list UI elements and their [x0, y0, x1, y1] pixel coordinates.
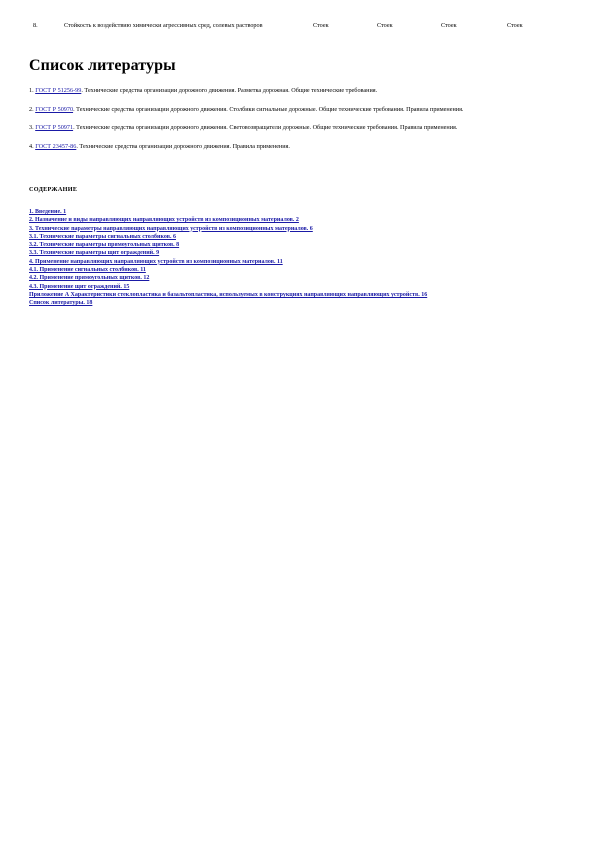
- contents-link[interactable]: 3.3. Технические параметры щит ограждений. 9: [29, 250, 160, 257]
- reference-item: [29, 123, 539, 133]
- contents-item: [29, 291, 569, 299]
- row-value-4: Стоек: [507, 22, 523, 29]
- row-value-2: Стоек: [377, 22, 393, 29]
- contents-link[interactable]: 3.2. Технические параметры прямоугольных щитков. 8: [29, 242, 180, 249]
- contents-item: [29, 208, 569, 216]
- reference-text: . Технические средства организации дорожного движения. Разметка дорожная. Общие технические требования.: [81, 87, 378, 94]
- reference-number: 3.: [29, 124, 34, 131]
- contents-item: [29, 266, 569, 274]
- reference-number: 4.: [29, 142, 34, 150]
- reference-item: [29, 142, 539, 152]
- row-value-1: Стоек: [313, 22, 329, 29]
- reference-link[interactable]: ГОСТ 23457-86: [35, 142, 77, 150]
- reference-text: . Технические средства организации дорожного движения. Правила применения.: [76, 142, 290, 150]
- contents-link[interactable]: 2. Назначение и виды направляющих направляющих устройств из композиционных материалов. 2: [29, 217, 299, 224]
- contents-link[interactable]: 3.1. Технические параметры сигнальных столбиков. 6: [29, 233, 176, 240]
- contents-item: [29, 299, 569, 307]
- contents-item: [29, 216, 569, 224]
- reference-link[interactable]: ГОСТ Р 51256-99: [35, 87, 82, 94]
- reference-text: . Технические средства организации дорожного движения. Световозвращатели дорожные. Общие технические требования. Правила применения.: [73, 124, 458, 131]
- contents-item: [29, 241, 569, 249]
- contents-link[interactable]: Список литературы. 18: [29, 300, 93, 307]
- contents-heading: СОДЕРЖАНИЕ: [29, 186, 78, 193]
- contents-item: [29, 258, 569, 266]
- references-list: [29, 86, 539, 160]
- contents-item: [29, 274, 569, 282]
- row-description: Стойкость к воздействию химически агрессивных сред, солевых растворов: [64, 22, 263, 29]
- contents-link[interactable]: 3. Технические параметры направляющих направляющих устройств из композиционных материалов. 6: [29, 225, 313, 232]
- contents-item: [29, 249, 569, 257]
- contents-link[interactable]: 4.1. Применение сигнальных столбиков. 11: [29, 267, 146, 274]
- reference-text: . Технические средства организации дорожного движения. Столбики сигнальные дорожные. Общие технические требования. Правила применения.: [73, 105, 464, 113]
- contents-item: [29, 233, 569, 241]
- reference-link[interactable]: ГОСТ Р 50971: [35, 124, 74, 131]
- reference-item: [29, 105, 539, 115]
- contents-list: [29, 208, 569, 308]
- contents-link[interactable]: 4. Применение направляющих направляющих устройств из композиционных материалов. 11: [29, 258, 283, 265]
- contents-link[interactable]: 4.3. Применение щит ограждений. 15: [29, 283, 130, 290]
- reference-number: 1.: [29, 87, 34, 94]
- reference-item: [29, 86, 539, 96]
- contents-link[interactable]: 4.2. Применение прямоугольных щитков. 12: [29, 275, 150, 282]
- contents-link[interactable]: 1. Введение. 1: [29, 209, 67, 215]
- reference-link[interactable]: ГОСТ Р 50970: [35, 105, 74, 113]
- references-heading: Список литературы: [29, 57, 176, 74]
- contents-item: [29, 225, 569, 233]
- row-number: 8.: [33, 22, 38, 29]
- reference-number: 2.: [29, 105, 34, 113]
- row-value-3: Стоек: [441, 22, 457, 29]
- contents-item: [29, 283, 569, 291]
- contents-link[interactable]: Приложение А Характеристики стеклопластика и базальтопластика, используемых в конструкциях направляющих направляющих устройств. 16: [29, 291, 428, 298]
